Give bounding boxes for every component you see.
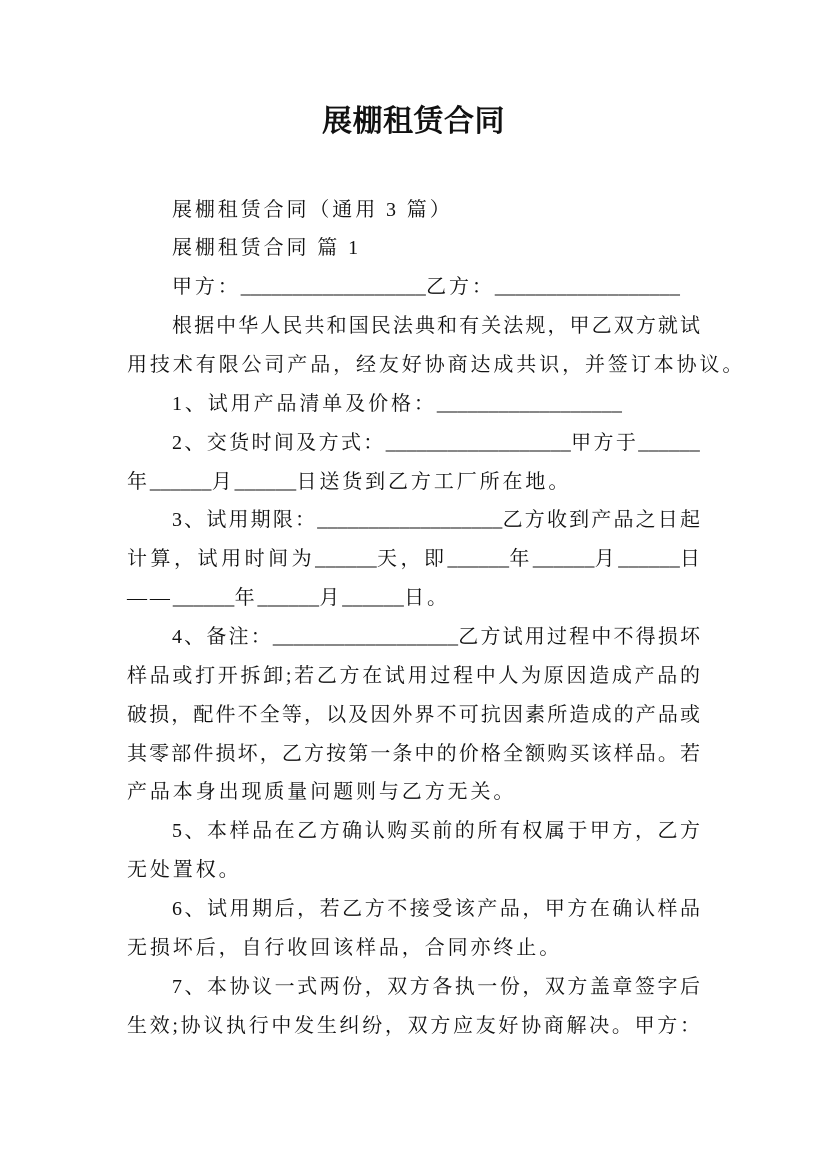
blank-underline: ______	[149, 470, 212, 493]
preamble-paragraph	[127, 307, 746, 385]
text-line: 年______月______日送货到乙方工厂所在地。	[127, 470, 572, 493]
blank-underline: ______	[342, 587, 405, 610]
blank-underline: ______	[234, 470, 297, 493]
text-line: ——______年______月______日。	[127, 587, 450, 610]
text-line: 无处置权。	[127, 859, 242, 882]
blank-underline: ______	[315, 548, 377, 571]
text-line: 展棚租赁合同（通用 3 篇）	[172, 198, 453, 221]
blank-underline: __________________	[240, 276, 427, 299]
text-line: 3、试用期限：__________________乙方收到产品之日起	[172, 509, 703, 532]
text-line: 6、试用期后，若乙方不接受该产品，甲方在确认样品	[172, 898, 703, 921]
section-heading	[127, 229, 700, 268]
blank-underline: ______	[638, 431, 701, 454]
clause-3	[127, 501, 704, 618]
text-line: 其零部件损坏，乙方按第一条中的价格全额购买该样品。若	[127, 742, 703, 765]
blank-underline: __________________	[385, 431, 572, 454]
blank-underline: ______	[618, 548, 681, 571]
clause-1	[127, 385, 700, 424]
text-line: 产品本身出现质量问题则与乙方无关。	[127, 781, 517, 804]
text-line: 甲方：__________________乙方：__________________	[172, 276, 681, 299]
text-line: 1、试用产品清单及价格：__________________	[172, 392, 623, 415]
blank-underline: __________________	[272, 626, 459, 649]
text-line: 计算，试用时间为______天，即______年______月______日	[127, 548, 704, 571]
clause-6	[127, 890, 703, 968]
blank-underline: ______	[532, 548, 595, 571]
text-line: 用技术有限公司产品，经友好协商达成共识，并签订本协议。	[127, 354, 746, 377]
clause-2	[127, 424, 700, 502]
parties-line	[127, 268, 700, 307]
text-line: 破损，配件不全等，以及因外界不可抗因素所造成的产品或	[127, 703, 703, 726]
blank-underline: ______	[172, 587, 235, 610]
text-line: 样品或打开拆卸;若乙方在试用过程中人为原因造成产品的	[127, 664, 703, 687]
blank-underline: ______	[447, 548, 510, 571]
text-line: 无损坏后，自行收回该样品，合同亦终止。	[127, 936, 563, 959]
text-line: 7、本协议一式两份，双方各执一份，双方盖章签字后	[172, 975, 703, 998]
text-line: 5、本样品在乙方确认购买前的所有权属于甲方，乙方	[172, 820, 703, 843]
blank-underline: ______	[257, 587, 320, 610]
blank-underline: __________________	[436, 392, 623, 415]
text-line: 展棚租赁合同 篇 1	[172, 237, 361, 260]
document-subtitle	[127, 191, 700, 230]
document-title: 展棚租赁合同	[322, 105, 505, 138]
blank-underline: __________________	[317, 509, 503, 532]
clause-7	[127, 968, 703, 1046]
clause-5	[127, 812, 703, 890]
text-line: 4、备注：__________________乙方试用过程中不得损坏	[172, 626, 703, 649]
document-body	[127, 191, 746, 1046]
text-line: 2、交货时间及方式：__________________甲方于______	[172, 431, 701, 454]
text-line: 生效;协议执行中发生纠纷，双方应友好协商解决。甲方：	[127, 1014, 703, 1037]
blank-underline: __________________	[494, 276, 681, 299]
text-line: 根据中华人民共和国民法典和有关法规，甲乙双方就试	[172, 315, 703, 338]
clause-4	[127, 618, 703, 812]
